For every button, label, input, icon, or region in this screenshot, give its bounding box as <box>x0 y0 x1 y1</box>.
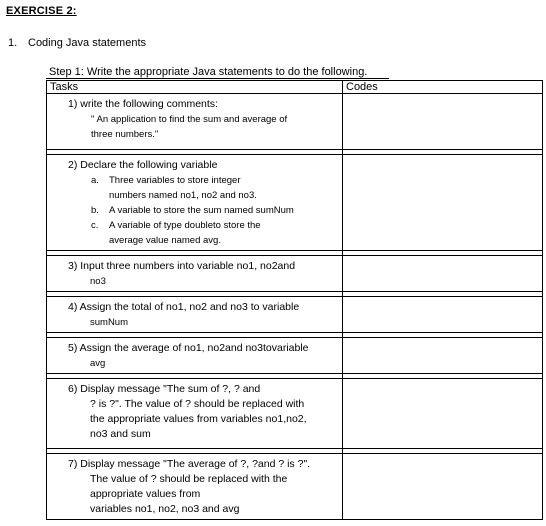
code-cell-2[interactable] <box>343 155 543 251</box>
task-3-line-1: 3) Input three numbers into variable no1, no2and <box>68 260 296 272</box>
task-2-line-1: 2) Declare the following variable <box>68 159 218 171</box>
task-1-line-1: 1) write the following comments: <box>68 98 218 110</box>
task-2-a-line-1: Three variables to store integer <box>109 175 241 186</box>
section-number: 1. <box>8 37 18 49</box>
task-4-line-2: sumNum <box>90 317 129 328</box>
task-2-item-c <box>51 218 338 233</box>
step-instruction: Step 1: Write the appropriate Java statements to do the following. <box>49 66 368 78</box>
code-cell-6[interactable] <box>343 379 543 449</box>
task-5-line-1: 5) Assign the average of no1, no2and no3tovariable <box>68 342 309 354</box>
task-cell-1 <box>47 94 343 150</box>
task-2-item-a <box>51 173 338 188</box>
task-2-c-line-2: average value named avg. <box>109 235 221 246</box>
task-cell-6 <box>47 379 343 449</box>
code-cell-3[interactable] <box>343 256 543 292</box>
task-row-3 <box>47 256 543 292</box>
task-row-2 <box>47 155 543 251</box>
section-heading <box>8 37 146 49</box>
task-7-line-1: 7) Display message "The average of ?, ?and ? is ?". <box>68 458 311 470</box>
task-cell-3 <box>47 256 343 292</box>
item-marker: a. <box>91 175 99 186</box>
task-5-line-2: avg <box>90 358 106 369</box>
task-row-1 <box>47 94 543 150</box>
code-cell-1[interactable] <box>343 94 543 150</box>
task-7-line-2: The value of ? should be replaced with the <box>90 473 288 485</box>
task-6-line-4: no3 and sum <box>90 428 151 440</box>
task-6-line-2: ? is ?". The value of ? should be replaced with <box>90 398 305 410</box>
exercise-title: EXERCISE 2: <box>6 5 77 17</box>
task-3-line-2: no3 <box>90 276 106 287</box>
code-cell-5[interactable] <box>343 338 543 374</box>
step-underline <box>46 78 389 79</box>
tasks-table <box>46 80 543 520</box>
task-6-line-1: 6) Display message "The sum of ?, ? and <box>68 383 261 395</box>
section-label: Coding Java statements <box>28 37 147 49</box>
task-2-c-line-1: A variable of type doubleto store the <box>109 220 261 231</box>
task-cell-7 <box>47 454 343 520</box>
task-row-6 <box>47 379 543 449</box>
task-7-line-3: appropriate values from <box>90 488 201 500</box>
task-row-7 <box>47 454 543 520</box>
codes-column-header: Codes <box>343 81 543 94</box>
task-7-line-4: variables no1, no2, no3 and avg <box>90 503 240 515</box>
task-row-5 <box>47 338 543 374</box>
task-1-line-3: three numbers." <box>91 129 159 140</box>
code-cell-7[interactable] <box>343 454 543 520</box>
code-cell-4[interactable] <box>343 297 543 333</box>
tasks-column-header: Tasks <box>47 81 343 94</box>
task-row-4 <box>47 297 543 333</box>
task-2-a-line-2: numbers named no1, no2 and no3. <box>109 190 257 201</box>
task-2-item-b <box>51 203 338 218</box>
task-2-b-line-1: A variable to store the sum named sumNum <box>109 205 294 216</box>
task-cell-4 <box>47 297 343 333</box>
task-cell-2 <box>47 155 343 251</box>
item-marker: c. <box>91 220 99 231</box>
task-cell-5 <box>47 338 343 374</box>
task-4-line-1: 4) Assign the total of no1, no2 and no3 to variable <box>68 301 300 313</box>
table-header-row <box>47 81 543 94</box>
item-marker: b. <box>91 205 99 216</box>
task-6-line-3: the appropriate values from variables no1,no2, <box>90 413 307 425</box>
task-1-line-2: " An application to find the sum and average of <box>91 114 288 125</box>
